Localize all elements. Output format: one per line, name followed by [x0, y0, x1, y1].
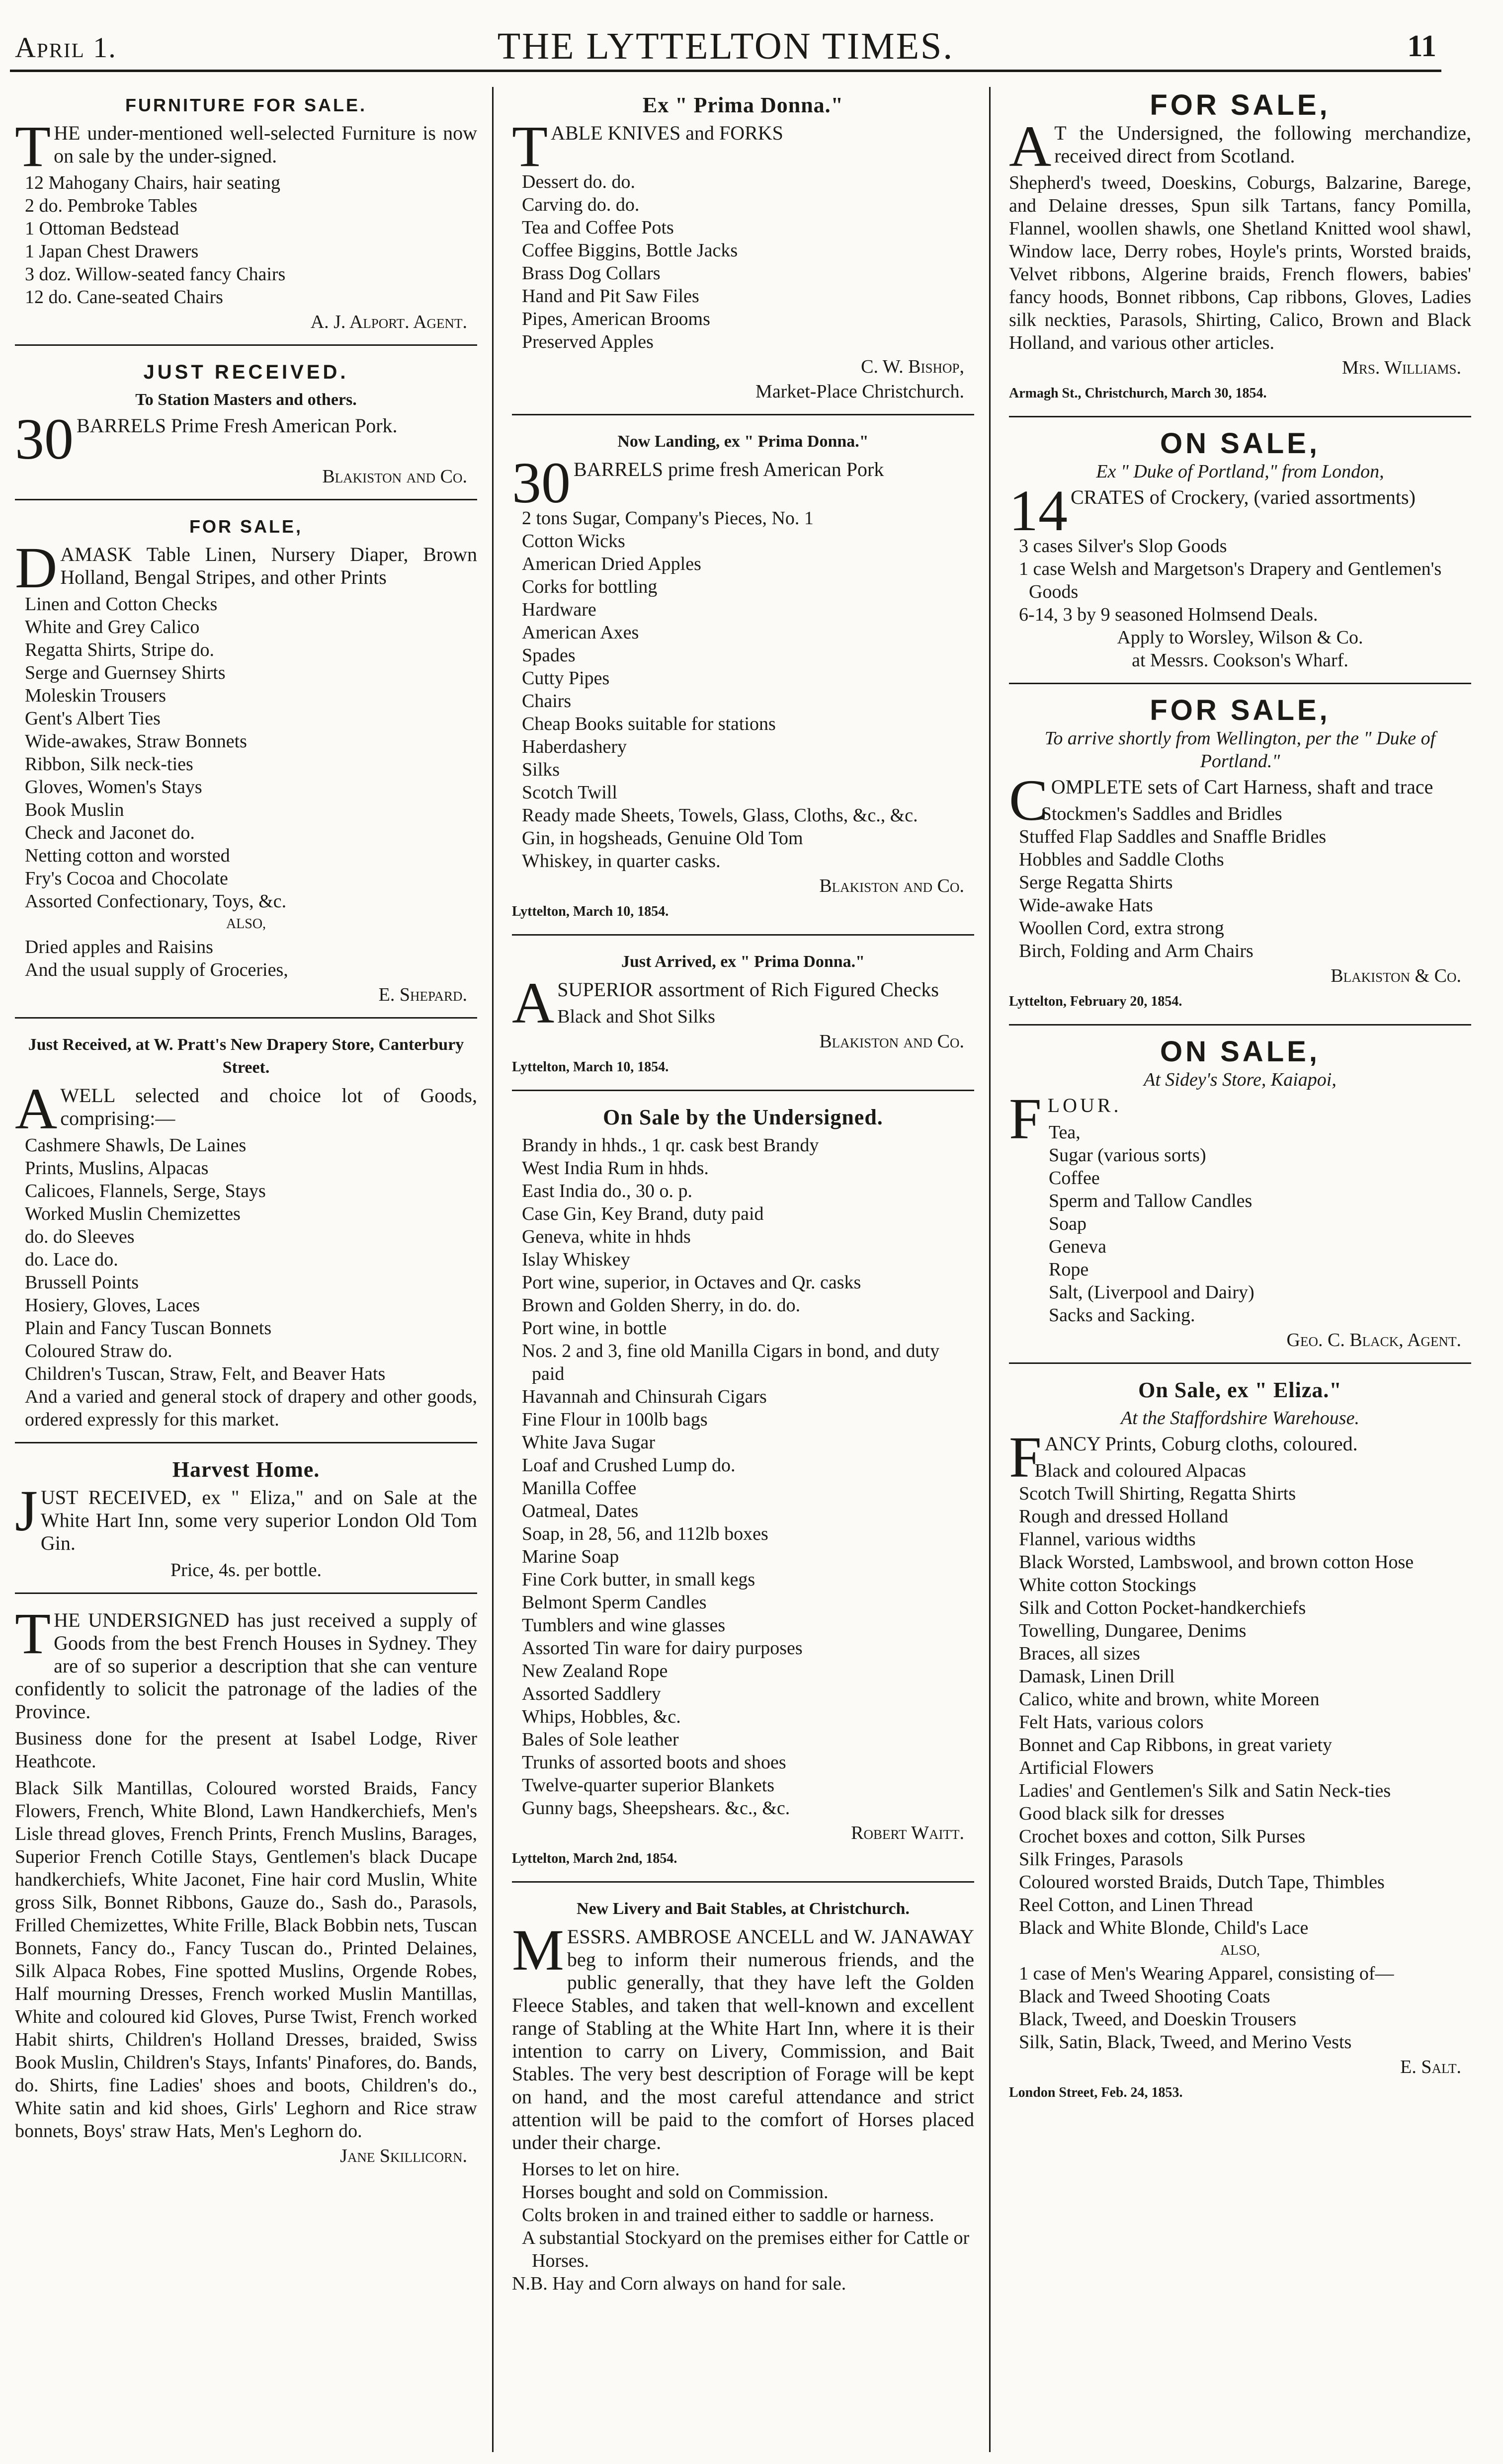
list-item: Port wine, in bottle: [522, 1318, 667, 1339]
ad-livery: [512, 1891, 974, 2306]
column-2: [512, 87, 974, 2452]
ad-heading: FOR SALE,: [1150, 89, 1331, 121]
list-item: Ready made Sheets, Towels, Glass, Cloths, &c., &c.: [522, 805, 918, 826]
ad-harness: [1009, 692, 1471, 1026]
item-list: [512, 170, 974, 353]
list-item: Carving do. do.: [522, 194, 640, 215]
item-list: [15, 171, 477, 309]
list-item: Port wine, superior, in Octaves and Qr. casks: [522, 1272, 861, 1293]
list-item: Brass Dog Collars: [522, 263, 661, 284]
ad-heading: JUST RECEIVED.: [143, 361, 349, 383]
ad-lead: FANCY Prints, Coburg cloths, coloured.: [1009, 1425, 1358, 1490]
list-item: Oatmeal, Dates: [522, 1501, 639, 1521]
ad-signature: E. Salt.: [1400, 2057, 1461, 2077]
list-item: Serge Regatta Shirts: [1019, 872, 1173, 893]
list-item: Assorted Saddlery: [522, 1683, 661, 1704]
ad-date: Lyttelton, March 10, 1854.: [512, 1059, 669, 1075]
list-item: Rope: [1049, 1259, 1089, 1280]
list-item: East India do., 30 o. p.: [522, 1181, 693, 1201]
ad-date: Armagh St., Christchurch, March 30, 1854.: [1009, 386, 1267, 401]
ad-furniture: [15, 87, 477, 346]
list-item: Rough and dressed Holland: [1019, 1506, 1229, 1527]
ad-landing: [512, 423, 974, 936]
drop-cap: 30: [512, 450, 571, 515]
ad-heading: On Sale by the Undersigned.: [603, 1105, 883, 1129]
list-item: Brandy in hhds., 1 qr. cask best Brandy: [522, 1135, 819, 1156]
list-item: Wide-awakes, Straw Bonnets: [25, 731, 247, 752]
list-item: Flannel, various widths: [1019, 1529, 1196, 1550]
ad-date: Lyttelton, March 10, 1854.: [512, 904, 669, 919]
list-item: Serge and Guernsey Shirts: [25, 662, 226, 683]
drop-cap: T: [15, 1601, 51, 1666]
list-item: Worked Muslin Chemizettes: [25, 1203, 241, 1224]
list-item: 1 Japan Chest Drawers: [25, 241, 199, 262]
list-item: Prints, Muslins, Alpacas: [25, 1158, 209, 1179]
masthead: [10, 25, 1441, 72]
ad-heading: Just Arrived, ex " Prima Donna.": [621, 953, 865, 971]
ad-lead: THE under-mentioned well-selected Furniture is now on sale by the under-signed.: [15, 114, 477, 179]
drop-cap: A: [15, 1076, 58, 1141]
list-item: Nos. 2 and 3, fine old Manilla Cigars in bond, and duty paid: [522, 1341, 940, 1384]
ad-lead: 30 BARRELS prime fresh American Pork: [512, 450, 884, 515]
list-item: Stuffed Flap Saddles and Snaffle Bridles: [1019, 826, 1327, 847]
list-item: Pipes, American Brooms: [522, 309, 710, 329]
item-list: [15, 936, 477, 981]
list-item: Black and coloured Alpacas: [1034, 1460, 1246, 1481]
ad-price: Price, 4s. per bottle.: [170, 1560, 322, 1581]
list-item: Silk Fringes, Parasols: [1019, 1849, 1183, 1870]
ad-knives: [512, 87, 974, 415]
also-label: ALSO,: [226, 916, 266, 932]
ad-signature: Jane Skillicorn.: [340, 2146, 467, 2166]
ad-apply: Apply to Worsley, Wilson & Co.: [1117, 627, 1363, 648]
ad-lead: MESSRS. AMBROSE ANCELL and W. JANAWAY beg to inform their numerous friends, and the public generally, that they have left the Golden Fleece Stables, and taken that well-known and excellent range of Stabling at the White Hart Inn, where it is their intention to carry on Livery, Commission, and Bait Stables. The very best description of Forage will be kept on hand, and the most careful attendance and strict attention will be paid to the comfort of Horses placed under their charge.: [512, 1917, 974, 2153]
item-list: [1009, 1121, 1471, 1327]
list-item: Tea and Coffee Pots: [522, 217, 674, 238]
list-item: Fine Flour in 100lb bags: [522, 1409, 708, 1430]
ad-lead: FLOUR.: [1009, 1086, 1122, 1151]
list-item: Felt Hats, various colors: [1019, 1712, 1204, 1733]
ad-signature: Robert Waitt.: [851, 1823, 964, 1843]
list-item: Loaf and Crushed Lump do.: [522, 1455, 736, 1476]
list-item: Colts broken in and trained either to saddle or harness.: [522, 2205, 934, 2226]
drop-cap: T: [512, 114, 548, 179]
ad-apply-place: at Messrs. Cookson's Wharf.: [1132, 650, 1348, 671]
list-item: Sperm and Tallow Candles: [1049, 1191, 1252, 1211]
list-item: A substantial Stockyard on the premises either for Cattle or Horses.: [522, 2227, 970, 2271]
ad-undersigned: [15, 1602, 477, 2178]
list-item: Plain and Fancy Tuscan Bonnets: [25, 1318, 272, 1339]
drop-cap: F: [1009, 1425, 1042, 1490]
ad-lead: THE UNDERSIGNED has just received a supply of Goods from the best French Houses in Sydney. They are of so superior a description that she can venture confidently to solicit the patronage of the ladies of the Province.: [15, 1601, 477, 1723]
list-item: Artificial Flowers: [1019, 1757, 1154, 1778]
list-item: Wide-awake Hats: [1019, 895, 1153, 916]
ad-portland: [1009, 425, 1471, 684]
list-item: American Axes: [522, 622, 639, 643]
ad-heading: On Sale, ex " Eliza.": [1138, 1378, 1342, 1402]
list-item: Netting cotton and worsted: [25, 845, 230, 866]
list-item: Hand and Pit Saw Files: [522, 286, 699, 307]
ad-heading: Ex " Prima Donna.": [642, 93, 844, 117]
ad-lead: COMPLETE sets of Cart Harness, shaft and trace: [1009, 768, 1433, 833]
ad-heading: FURNITURE FOR SALE.: [125, 95, 367, 115]
list-item: Damask, Linen Drill: [1019, 1666, 1175, 1687]
list-item: Havannah and Chinsurah Cigars: [522, 1386, 767, 1407]
item-list: [1009, 1459, 1471, 1939]
drop-cap: 30: [15, 406, 74, 472]
drop-cap: C: [1009, 768, 1048, 833]
list-item: White and Grey Calico: [25, 617, 200, 637]
ad-heading: FOR SALE,: [1150, 694, 1331, 726]
list-item: Ladies' and Gentlemen's Silk and Satin Neck-ties: [1019, 1780, 1391, 1801]
list-item: Sacks and Sacking.: [1049, 1305, 1195, 1326]
list-item: Cheap Books suitable for stations: [522, 714, 776, 734]
ad-williams: [1009, 87, 1471, 417]
list-item: Book Muslin: [25, 799, 124, 820]
list-item: And the usual supply of Groceries,: [25, 959, 288, 980]
drop-cap: A: [1009, 114, 1052, 179]
list-item: 12 Mahogany Chairs, hair seating: [25, 172, 280, 193]
list-item: Fry's Cocoa and Chocolate: [25, 868, 228, 889]
list-item: Scotch Twill: [522, 782, 617, 803]
list-item: Scotch Twill Shirting, Regatta Shirts: [1019, 1483, 1296, 1504]
ad-heading: Harvest Home.: [172, 1457, 320, 1482]
ad-lead: JUST RECEIVED, ex " Eliza," and on Sale at the White Hart Inn, some very superior London Old Tom Gin.: [15, 1478, 477, 1554]
ad-lead: ASUPERIOR assortment of Rich Figured Checks: [512, 970, 939, 1035]
drop-cap: J: [15, 1478, 38, 1543]
list-item: Black and Tweed Shooting Coats: [1019, 1986, 1270, 2007]
ad-harvest: [15, 1451, 477, 1594]
list-item: Chairs: [522, 691, 572, 712]
list-item: Whips, Hobbles, &c.: [522, 1706, 681, 1727]
column-3: [1009, 87, 1471, 2452]
list-item: Coffee Biggins, Bottle Jacks: [522, 240, 738, 261]
list-item: Dried apples and Raisins: [25, 937, 213, 957]
list-item: Horses bought and sold on Commission.: [522, 2182, 829, 2203]
list-item: Corks for bottling: [522, 576, 658, 597]
column-rule: [989, 87, 991, 2452]
list-item: Brown and Golden Sherry, in do. do.: [522, 1295, 801, 1316]
list-item: Calicoes, Flannels, Serge, Stays: [25, 1181, 266, 1201]
issue-date: April 1.: [15, 31, 117, 64]
list-item: 6-14, 3 by 9 seasoned Holmsend Deals.: [1019, 604, 1318, 625]
list-item: Hardware: [522, 599, 596, 620]
ad-heading: Just Received, at W. Pratt's New Drapery Store, Canterbury Street.: [28, 1035, 464, 1077]
ad-pratt: [15, 1027, 477, 1443]
list-item: Linen and Cotton Checks: [25, 594, 218, 615]
list-item: Good black silk for dresses: [1019, 1803, 1225, 1824]
list-item: Tea,: [1049, 1122, 1081, 1143]
ad-subheading: To arrive shortly from Wellington, per the " Duke of Portland.": [1044, 728, 1436, 772]
list-item: White Java Sugar: [522, 1432, 656, 1453]
ad-line: Black and Shot Silks: [557, 1006, 715, 1027]
ad-flour: [1009, 1033, 1471, 1364]
drop-cap: 14: [1009, 478, 1068, 543]
list-item: Regatta Shirts, Stripe do.: [25, 639, 215, 660]
ad-signature: A. J. Alport. Agent.: [310, 312, 467, 332]
list-item: Geneva, white in hhds: [522, 1226, 691, 1247]
list-item: Tumblers and wine glasses: [522, 1615, 726, 1636]
list-item: Towelling, Dungaree, Denims: [1019, 1620, 1247, 1641]
list-item: Cashmere Shawls, De Laines: [25, 1135, 247, 1156]
ad-signature: Blakiston and Co.: [819, 1031, 964, 1052]
list-item: Moleskin Trousers: [25, 685, 166, 706]
list-item: Stockmen's Saddles and Bridles: [1041, 803, 1282, 824]
column-1: [15, 87, 477, 2452]
ad-signature: E. Shepard.: [378, 984, 467, 1005]
ad-arrived: [512, 944, 974, 1091]
item-list: [512, 1134, 974, 1820]
ad-business: Business done for the present at Isabel Lodge, River Heathcote.: [15, 1728, 477, 1772]
list-item: West India Rum in hhds.: [522, 1158, 709, 1179]
also-label: ALSO,: [1220, 1943, 1260, 1958]
list-item: Haberdashery: [522, 736, 627, 757]
list-item: Braces, all sizes: [1019, 1643, 1140, 1664]
item-list: [15, 1134, 477, 1385]
list-item: Gent's Albert Ties: [25, 708, 161, 729]
ad-heading: New Livery and Bait Stables, at Christchurch.: [577, 1900, 910, 1918]
list-item: Coloured Straw do.: [25, 1341, 172, 1361]
ad-subheading: At the Staffordshire Warehouse.: [1121, 1408, 1359, 1429]
ad-signature: Blakiston & Co.: [1331, 965, 1461, 986]
list-item: Bonnet and Cap Ribbons, in great variety: [1019, 1735, 1333, 1755]
ad-signature: Geo. C. Black, Agent.: [1286, 1330, 1461, 1351]
list-item: Silk and Cotton Pocket-handkerchiefs: [1019, 1597, 1306, 1618]
ad-heading: ON SALE,: [1160, 427, 1320, 460]
list-item: Birch, Folding and Arm Chairs: [1019, 941, 1253, 961]
list-item: American Dried Apples: [522, 554, 701, 574]
list-item: Coloured worsted Braids, Dutch Tape, Thimbles: [1019, 1872, 1385, 1893]
ad-body: Shepherd's tweed, Doeskins, Coburgs, Balzarine, Barege, and Delaine dresses, Spun silk Tartans, fancy Pomilla, Flannel, woollen shawls, one Shetland Knitted wool shawl, Window lace, Derry robes, Hoyle's prints, Worsted braids, Velvet ribbons, Algerine braids, French flowers, babies' fancy hoods, Bonnet ribbons, Cap ribbons, Gloves, Ladies silk neckties, Parasols, Shirting, Calico, Brown and Black Holland, and various other articles.: [1009, 172, 1471, 353]
list-item: Black, Tweed, and Doeskin Trousers: [1019, 2009, 1297, 2030]
list-item: Manilla Coffee: [522, 1478, 637, 1499]
list-item: Case Gin, Key Brand, duty paid: [522, 1203, 764, 1224]
list-item: Hosiery, Gloves, Laces: [25, 1295, 200, 1316]
ad-signature-place: Market-Place Christchurch.: [755, 381, 964, 402]
item-list: [1009, 1962, 1471, 2054]
ad-eliza: [1009, 1372, 1471, 2115]
list-item: Soap: [1049, 1213, 1086, 1234]
list-item: Preserved Apples: [522, 331, 654, 352]
ad-subheading: At Sidey's Store, Kaiapoi,: [1144, 1069, 1336, 1090]
list-item: Silks: [522, 759, 560, 780]
ad-onsale: [512, 1099, 974, 1883]
list-item: Dessert do. do.: [522, 171, 635, 192]
drop-cap: D: [15, 535, 58, 600]
list-item: Whiskey, in quarter casks.: [522, 851, 721, 872]
drop-cap: T: [15, 114, 51, 179]
ad-heading: Now Landing, ex " Prima Donna.": [617, 432, 869, 451]
list-item: Fine Cork butter, in small kegs: [522, 1569, 755, 1590]
list-item: Calico, white and brown, white Moreen: [1019, 1689, 1320, 1710]
list-item: Islay Whiskey: [522, 1249, 630, 1270]
drop-cap: M: [512, 1917, 564, 1983]
list-item: Assorted Tin ware for dairy purposes: [522, 1638, 803, 1659]
list-item: Trunks of assorted boots and shoes: [522, 1752, 786, 1773]
list-item: do. Lace do.: [25, 1249, 118, 1270]
ad-lead: TABLE KNIVES and FORKS: [512, 114, 783, 179]
ad-date: Lyttelton, March 2nd, 1854.: [512, 1851, 677, 1866]
ad-signature: C. W. Bishop,: [861, 356, 964, 377]
ad-subheading: To Station Masters and others.: [135, 391, 357, 409]
list-item: Crochet boxes and cotton, Silk Purses: [1019, 1826, 1306, 1847]
ad-lead: DAMASK Table Linen, Nursery Diaper, Brown Holland, Bengal Stripes, and other Prints: [15, 535, 477, 600]
list-item: Gunny bags, Sheepshears. &c., &c.: [522, 1798, 790, 1819]
list-item: Silk, Satin, Black, Tweed, and Merino Vests: [1019, 2032, 1352, 2053]
ad-signature: Blakiston and Co.: [322, 466, 467, 487]
ad-closing: And a varied and general stock of drapery and other goods, ordered expressly for this market.: [25, 1386, 477, 1430]
list-item: Children's Tuscan, Straw, Felt, and Beaver Hats: [25, 1363, 386, 1384]
list-item: Brussell Points: [25, 1272, 139, 1293]
list-item: Sugar (various sorts): [1049, 1145, 1206, 1166]
list-item: 2 do. Pembroke Tables: [25, 195, 198, 216]
list-item: Spades: [522, 645, 576, 666]
list-item: Cutty Pipes: [522, 668, 610, 689]
ad-body: Black Silk Mantillas, Coloured worsted Braids, Fancy Flowers, French, White Blond, Lawn Handkerchiefs, Men's Lisle thread gloves, French Prints, French Muslins, Barages, Superior French Cotille Stays, Gentlemen's black Ducape handkerchiefs, White Jaconet, Fine hair cord Muslin, White gross Silk, Bonnet Ribbons, Gauze do., Sash do., Parasols, Frilled Chemizettes, White Frille, Black Bobbin nets, Tuscan Bonnets, Fancy do., Fancy Tuscan do., Printed Delaines, Silk Alpaca Robes, Fine spotted Muslins, Orgende Robes, Half mourning Dresses, French worked Muslin Mantillas, White and coloured kid Gloves, Purse Twist, French worked Habit shirts, Children's Holland Dresses, braided, Swiss Book Muslin, Children's Stays, Infants' Pinafores, do. Bands, do. Shirts, fine Ladies' shoes and boots, Children's do., White satin and kid shoes, Girls' Leghorn and Rice straw bonnets, Boys' straw Hats, Men's Leghorn do.: [15, 1778, 477, 2142]
list-item: Gin, in hogsheads, Genuine Old Tom: [522, 828, 803, 849]
list-item: 2 tons Sugar, Company's Pieces, No. 1: [522, 508, 814, 529]
list-item: Marine Soap: [522, 1546, 619, 1567]
ad-heading: ON SALE,: [1160, 1035, 1320, 1068]
ad-date: Lyttelton, February 20, 1854.: [1009, 994, 1182, 1009]
list-item: Reel Cotton, and Linen Thread: [1019, 1895, 1253, 1915]
ad-lead: 30 BARRELS Prime Fresh American Pork.: [15, 406, 398, 472]
list-item: do. do Sleeves: [25, 1226, 135, 1247]
ad-barrels: [15, 354, 477, 500]
list-item: Hobbles and Saddle Cloths: [1019, 849, 1224, 870]
ad-heading: FOR SALE,: [189, 516, 303, 537]
item-list: [1009, 535, 1471, 626]
list-item: Assorted Confectionary, Toys, &c.: [25, 891, 287, 912]
list-item: Belmont Sperm Candles: [522, 1592, 707, 1613]
ad-damask: [15, 508, 477, 1019]
ad-date: London Street, Feb. 24, 1853.: [1009, 2085, 1183, 2100]
list-item: Soap, in 28, 56, and 112lb boxes: [522, 1523, 768, 1544]
column-rule: [492, 87, 494, 2452]
list-item: Bales of Sole leather: [522, 1729, 679, 1750]
list-item: 1 case of Men's Wearing Apparel, consisting of—: [1019, 1963, 1394, 1984]
list-item: Salt, (Liverpool and Dairy): [1049, 1282, 1254, 1303]
list-item: 1 case Welsh and Margetson's Drapery and Gentlemen's Goods: [1019, 558, 1442, 602]
drop-cap: F: [1009, 1086, 1045, 1151]
item-list: [1009, 802, 1471, 962]
drop-cap: A: [512, 970, 555, 1035]
ad-subheading: Ex " Duke of Portland," from London,: [1096, 461, 1384, 482]
list-item: Black and White Blonde, Child's Lace: [1019, 1917, 1309, 1938]
newspaper-title: THE LYTTELTON TIMES.: [497, 25, 954, 67]
list-item: 12 do. Cane-seated Chairs: [25, 287, 223, 308]
list-item: Gloves, Women's Stays: [25, 777, 202, 797]
list-item: 1 Ottoman Bedstead: [25, 218, 179, 239]
list-item: White cotton Stockings: [1019, 1575, 1196, 1595]
ad-lead: AWELL selected and choice lot of Goods, comprising:—: [15, 1076, 477, 1141]
list-item: Coffee: [1049, 1168, 1100, 1189]
list-item: New Zealand Rope: [522, 1661, 668, 1681]
item-list: [512, 507, 974, 873]
item-list: [15, 593, 477, 913]
list-item: Cotton Wicks: [522, 531, 625, 552]
ad-lead: 14 CRATES of Crockery, (varied assortments): [1009, 478, 1416, 543]
list-item: 3 cases Silver's Slop Goods: [1019, 536, 1227, 556]
list-item: Black Worsted, Lambswool, and brown cotton Hose: [1019, 1552, 1414, 1573]
list-item: Twelve-quarter superior Blankets: [522, 1775, 775, 1796]
ad-note: N.B. Hay and Corn always on hand for sale.: [512, 2273, 846, 2294]
ad-signature: Mrs. Williams.: [1342, 357, 1461, 378]
list-item: Ribbon, Silk neck-ties: [25, 754, 193, 775]
list-item: Check and Jaconet do.: [25, 822, 195, 843]
list-item: Woollen Cord, extra strong: [1019, 918, 1224, 939]
list-item: 3 doz. Willow-seated fancy Chairs: [25, 264, 286, 285]
page-number: 11: [1407, 29, 1436, 63]
item-list: [512, 2158, 974, 2272]
list-item: Horses to let on hire.: [522, 2159, 680, 2180]
list-item: Geneva: [1049, 1236, 1107, 1257]
ad-lead: A T the Undersigned, the following merchandize, received direct from Scotland.: [1009, 114, 1471, 179]
ad-signature: Blakiston and Co.: [819, 875, 964, 896]
